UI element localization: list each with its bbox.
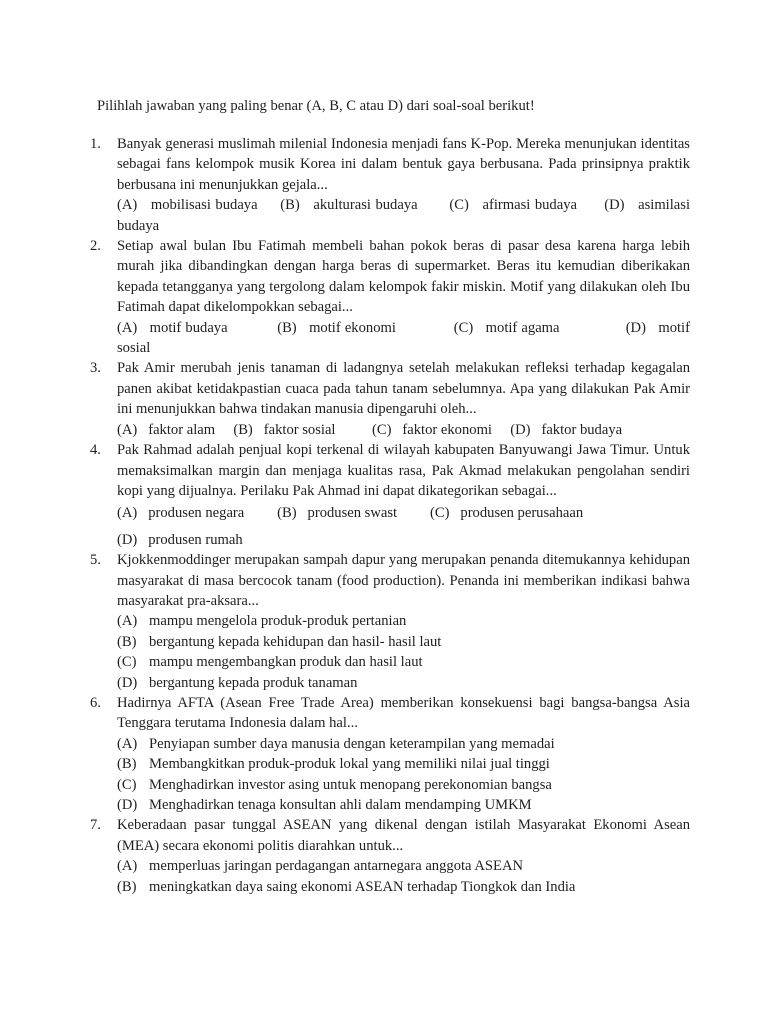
question-stem: Pak Rahmad adalah penjual kopi terkenal di wilayah kabupaten Banyuwangi Jawa Timur. Untuk memaksimalkan margin dan menjaga kualitas rasa, Pak Akmad melakukan pengolahan sendiri kopi yang dijualnya. Perilaku Pak Ahmad ini dapat dikategorikan sebagai...: [117, 442, 690, 499]
option-c: (C) mampu mengembangkan produk dan hasil laut: [117, 654, 423, 671]
question-stem: Keberadaan pasar tunggal ASEAN yang dikenal dengan istilah Masyarakat Ekonomi Asean (MEA) secara ekonomi politis diarahkan untuk...: [117, 817, 690, 854]
question-number: 7.: [90, 817, 101, 834]
option-b: (B) motif ekonomi: [277, 319, 396, 336]
option-d: (D) motif sosial: [117, 319, 690, 357]
option-a: (A) motif budaya: [117, 319, 228, 336]
instruction-text: Pilihlah jawaban yang paling benar (A, B, C atau D) dari soal-soal berikut!: [97, 98, 535, 114]
option-d: (D) Menghadirkan tenaga konsultan ahli dalam mendamping UMKM: [117, 797, 532, 813]
question-number: 6.: [90, 694, 101, 711]
option-d: (D) produsen rumah: [117, 531, 243, 548]
option-b: (B) faktor sosial: [233, 421, 336, 438]
question-stem: Hadirnya AFTA (Asean Free Trade Area) memberikan konsekuensi bagi bangsa-bangsa Asia Tenggara terutama Indonesia dalam hal...: [117, 694, 690, 732]
question-6: [90, 693, 690, 815]
option-a: (A) Penyiapan sumber daya manusia dengan keterampilan yang memadai: [117, 735, 555, 752]
option-a: (A) memperluas jaringan perdagangan antarnegara anggota ASEAN: [117, 858, 524, 875]
option-c: (C) faktor ekonomi: [371, 421, 492, 438]
question-1: [90, 134, 690, 236]
option-d: (D) asimilasi budaya: [117, 197, 690, 234]
option-b: (B) produsen swast: [277, 505, 398, 522]
option-b: (B) meningkatkan daya saing ekonomi ASEAN terhadap Tiongkok dan India: [117, 878, 576, 895]
question-4: [90, 440, 690, 550]
option-b: (B) akulturasi budaya: [280, 197, 418, 214]
question-number: 2.: [90, 238, 101, 255]
question-stem: Kjokkenmoddinger merupakan sampah dapur yang merupakan penanda ditemukannya kehidupan masyarakat di masa bercocok tanam (food production). Penanda ini memberikan indikasi bahwa masyarakat pra-aksara...: [117, 552, 690, 609]
question-number: 3.: [90, 360, 101, 377]
question-2: [90, 236, 690, 358]
option-d: (D) faktor budaya: [510, 421, 623, 438]
option-c: (C) afirmasi budaya: [449, 197, 577, 214]
question-number: 4.: [90, 442, 101, 459]
option-d: (D) bergantung kepada produk tanaman: [117, 674, 358, 691]
question-number: 1.: [90, 136, 101, 152]
option-a: (A) faktor alam: [117, 421, 216, 438]
question-7: [90, 815, 690, 897]
option-a: (A) mampu mengelola produk-produk pertanian: [117, 613, 407, 630]
option-a: (A) mobilisasi budaya: [117, 197, 258, 214]
question-list: [90, 134, 690, 897]
option-c: (C) motif agama: [453, 319, 560, 336]
option-a: (A) produsen negara: [117, 505, 245, 522]
option-c: (C) produsen perusahaan: [429, 505, 584, 522]
question-number: 5.: [90, 552, 101, 569]
question-stem: Banyak generasi muslimah milenial Indonesia menjadi fans K-Pop. Mereka menunjukan identitas sebagai fans kelompok musik Korea ini dalam bentuk gaya berbusana. Pada prinsipnya praktik berbusana ini menunjukkan gejala...: [117, 136, 690, 193]
question-stem: Pak Amir merubah jenis tanaman di ladangnya setelah melakukan refleksi terhadap kegagalan panen akibat ketidakpastian cuaca pada tahun tanam sebelumnya. Apa yang dilakukan Pak Amir ini menunjukkan bahwa tindakan manusia dipengaruhi oleh...: [117, 360, 690, 418]
question-stem: Setiap awal bulan Ibu Fatimah membeli bahan pokok beras di pasar desa karena harga lebih murah jika dibandingkan dengan harga beras di supermarket. Beras itu kemudian diberikakan kepada tetangganya yang tergolong dalam kelompok fakir miskin. Motif yang dilakukan oleh Ibu Fatimah dapat dikelompokkan sebagai...: [117, 238, 690, 316]
question-3: [90, 358, 690, 440]
option-b: (B) bergantung kepada kehidupan dan hasil- hasil laut: [117, 633, 442, 650]
option-c: (C) Menghadirkan investor asing untuk menopang perekonomian bangsa: [117, 776, 552, 793]
question-5: [90, 550, 690, 693]
option-b: (B) Membangkitkan produk-produk lokal yang memiliki nilai jual tinggi: [117, 756, 550, 773]
